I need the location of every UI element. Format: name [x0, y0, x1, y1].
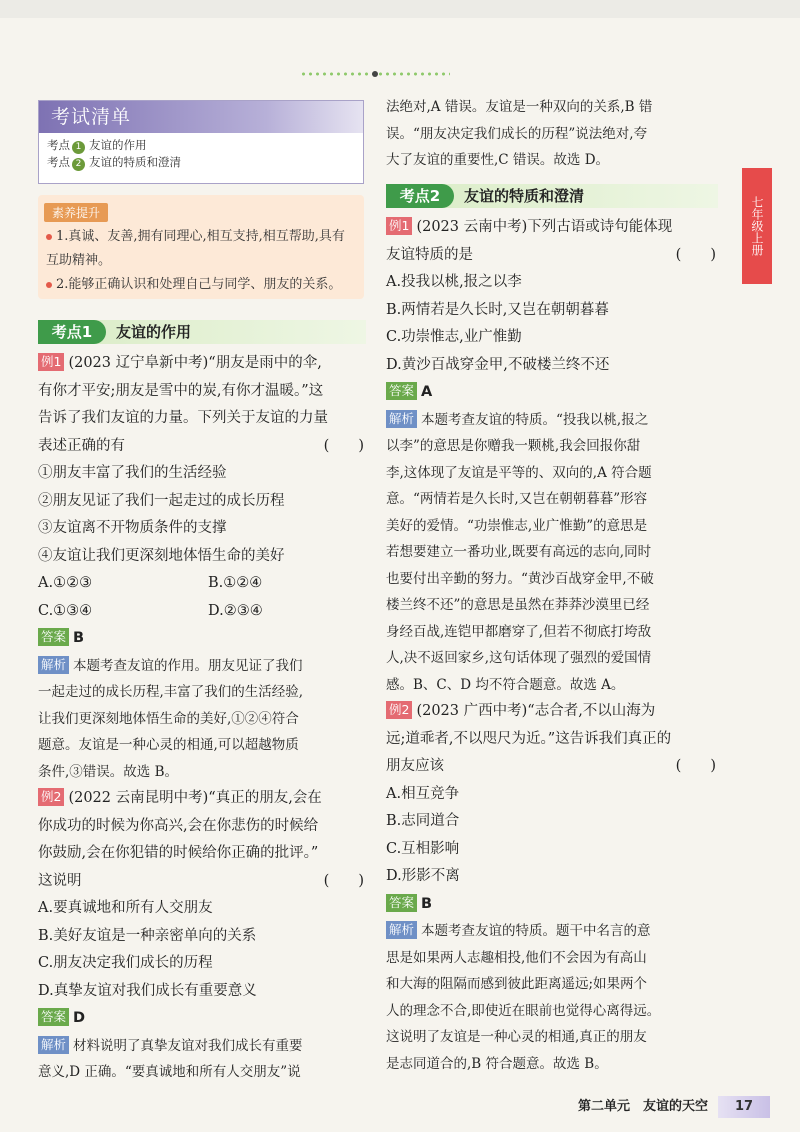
analysis-text: 以李”的意思是你赠我一颗桃,我会回报你甜: [386, 438, 641, 454]
analysis-tag: 解析: [386, 921, 417, 939]
analysis-text: 一起走过的成长历程,丰富了我们的生活经验,: [38, 684, 304, 700]
analysis-text: 也要付出辛勤的努力。“黄沙百战穿金甲,不破: [386, 570, 654, 587]
exam-list-box: [38, 100, 364, 184]
question-line: 有你才平安;朋友是雪中的炭,有你才温暖。”这: [38, 382, 324, 399]
option: B.①②④: [208, 575, 263, 591]
analysis: [38, 653, 366, 786]
analysis-text: 楼兰终不还”的意思是虽然在莽莽沙漠里已经: [386, 597, 650, 613]
kp1-title: 友谊的作用: [116, 323, 192, 341]
bullet-icon: [46, 234, 52, 240]
analysis: [386, 918, 718, 1077]
kp2-header: [386, 184, 718, 208]
kp2-title: 友谊的特质和澄清: [464, 187, 585, 205]
analysis-text: 材料说明了真挚友谊对我们成长有重要: [73, 1037, 303, 1054]
question-text: 友谊特质的是: [386, 246, 473, 263]
option: A.要真诚地和所有人交朋友: [38, 900, 213, 916]
option: D.黄沙百战穿金甲,不破楼兰终不还: [386, 356, 610, 373]
question-text: (2023 广西中考)“志合者,不以山海为: [416, 703, 656, 719]
answer-line: [386, 379, 718, 407]
analysis-text: 感。B、C、D 均不符合题意。故选 A。: [386, 676, 625, 693]
analysis-text: 思是如果两人志趣相投,他们不会因为有高山: [386, 949, 647, 966]
answer-line: [38, 625, 366, 653]
page-top-edge: [0, 0, 800, 18]
statement: ④友谊让我们更深刻地体悟生命的美好: [38, 547, 285, 564]
analysis-text: 本题考查友谊的特质。题干中名言的意: [421, 923, 651, 939]
grade-side-tab: 七年级上册: [742, 168, 772, 284]
page-number: 17: [718, 1096, 770, 1118]
exam-item-label: 考点: [47, 155, 70, 169]
literacy-point-1: [46, 225, 358, 249]
left-column: [38, 350, 366, 1086]
analysis-text: 人的理念不合,即使近在眼前也觉得心离得远。: [386, 1002, 661, 1019]
answer-line: [386, 891, 718, 919]
question-text: 朋友应该: [386, 758, 444, 774]
analysis-text: 意。“两情若是久长时,又岂在朝朝暮暮”形容: [386, 491, 648, 507]
analysis-text: 大了友谊的重要性,C 错误。故选 D。: [386, 152, 610, 168]
analysis-text: 题意。友谊是一种心灵的相通,可以超越物质: [38, 737, 299, 753]
exam-item-1: [39, 137, 363, 154]
exam-item-text: 友谊的作用: [89, 138, 147, 152]
literacy-text: 1.真诚、友善,拥有同理心,相互支持,相互帮助,具有: [56, 229, 345, 244]
literacy-point-1-cont: 互助精神。: [46, 253, 112, 268]
analysis-text: 误。“朋友决定我们成长的历程”说法绝对,夸: [386, 125, 648, 142]
question-line: [386, 214, 718, 242]
options-row: [38, 570, 366, 598]
literacy-point-2: [46, 273, 358, 297]
option: D.真挚友谊对我们成长有重要意义: [38, 982, 257, 999]
literacy-box: [38, 195, 364, 299]
question-line: [38, 350, 366, 378]
kp1-header: [38, 320, 366, 344]
bullet-icon: [46, 282, 52, 288]
answer-value: B: [421, 895, 433, 912]
answer-tag: 答案: [38, 628, 69, 646]
answer-blank: ( ): [323, 872, 364, 889]
question-text: (2022 云南昆明中考)“真正的朋友,会在: [68, 790, 322, 806]
example-tag: 例2: [38, 788, 64, 806]
answer-value: A: [421, 384, 433, 400]
option: D.②③④: [208, 602, 263, 619]
answer-blank: ( ): [323, 437, 364, 454]
question-line: 告诉了我们友谊的力量。下列关于友谊的力量: [38, 410, 328, 426]
question-text: (2023 辽宁阜新中考)“朋友是雨中的伞,: [68, 355, 322, 371]
option: C.功崇惟志,业广惟勤: [386, 329, 522, 345]
number-badge: 2: [72, 158, 85, 171]
question-text: 这说明: [38, 872, 82, 889]
literacy-text: 2.能够正确认识和处理自己与同学、朋友的关系。: [56, 277, 342, 292]
option: C.朋友决定我们成长的历程: [38, 955, 213, 971]
analysis: [386, 407, 718, 699]
example-tag: 例2: [386, 701, 412, 719]
number-badge: 1: [72, 141, 85, 154]
page-footer: [510, 1096, 770, 1118]
exam-list-title: 考试清单: [39, 101, 363, 133]
statement: ②朋友见证了我们一起走过的成长历程: [38, 492, 285, 509]
literacy-tag: 素养提升: [44, 203, 108, 222]
kp2-tag: 考点2: [386, 184, 454, 208]
example-tag: 例1: [38, 353, 64, 371]
analysis-text: 本题考查友谊的特质。“投我以桃,报之: [421, 411, 649, 428]
question-line: [38, 785, 366, 813]
analysis-text: 美好的爱情。“功崇惟志,业广惟勤”的意思是: [386, 517, 648, 534]
option: D.形影不离: [386, 868, 460, 884]
option: B.志同道合: [386, 813, 460, 829]
options-row: [38, 598, 366, 626]
question-line: [386, 242, 718, 270]
analysis-tag: 解析: [38, 1036, 69, 1054]
analysis-text: 和大海的阻隔而感到彼此距离遥远;如果两个: [386, 976, 648, 992]
exam-item-2: [39, 154, 363, 171]
answer-blank: ( ): [675, 758, 716, 774]
option: C.互相影响: [386, 840, 460, 857]
analysis-text: 这说明了友谊是一种心灵的相通,真正的朋友: [386, 1029, 647, 1045]
analysis-text: 法绝对,A 错误。友谊是一种双向的关系,B 错: [386, 99, 653, 115]
question-line: [38, 433, 366, 461]
question-line: 远;道乖者,不以咫尺为近。”这告诉我们真正的: [386, 730, 672, 747]
statement: ①朋友丰富了我们的生活经验: [38, 465, 227, 481]
question-text: (2023 云南中考)下列古语或诗句能体现: [416, 219, 673, 235]
answer-value: B: [73, 630, 85, 646]
question-line: [386, 698, 718, 726]
analysis-text: 李,这体现了友谊是平等的、双向的,A 符合题: [386, 464, 652, 481]
analysis-text: 让我们更深刻地体悟生命的美好,①②④符合: [38, 710, 299, 727]
analysis-text: 人,决不返回家乡,这句话体现了强烈的爱国情: [386, 650, 652, 666]
right-column: [386, 214, 718, 1077]
question-line: 你鼓励,会在你犯错的时候给你正确的批评。”: [38, 845, 319, 861]
analysis-text: 条件,③错误。故选 B。: [38, 763, 179, 780]
option: A.相互竞争: [386, 785, 460, 802]
statement: ③友谊离不开物质条件的支撑: [38, 520, 227, 536]
option: A.投我以桃,报之以李: [386, 274, 522, 290]
question-line: [38, 868, 366, 896]
exam-item-label: 考点: [47, 138, 70, 152]
answer-tag: 答案: [386, 894, 417, 912]
answer-value: D: [73, 1010, 86, 1026]
analysis-tag: 解析: [38, 656, 69, 674]
example-tag: 例1: [386, 217, 412, 235]
option: C.①③④: [38, 602, 93, 619]
answer-tag: 答案: [386, 382, 417, 400]
analysis-text: 是志同道合的,B 符合题意。故选 B。: [386, 1055, 608, 1072]
question-text: 表述正确的有: [38, 437, 125, 454]
answer-blank: ( ): [675, 246, 716, 263]
option: B.两情若是久长时,又岂在朝朝暮暮: [386, 301, 609, 318]
answer-line: [38, 1005, 366, 1033]
analysis: [38, 1033, 366, 1086]
analysis-text: 若想要建立一番功业,既要有高远的志向,同时: [386, 544, 652, 560]
analysis-text: 意义,D 正确。“要真诚地和所有人交朋友”说: [38, 1064, 301, 1080]
analysis-tag: 解析: [386, 410, 417, 428]
question-line: [386, 753, 718, 781]
decorative-dots: [300, 70, 450, 78]
answer-tag: 答案: [38, 1008, 69, 1026]
kp1-tag: 考点1: [38, 320, 106, 344]
footer-unit-title: 第二单元 友谊的天空: [577, 1099, 708, 1114]
analysis-text: 身经百战,连铠甲都磨穿了,但若不彻底打垮敌: [386, 623, 652, 640]
analysis-text: 本题考查友谊的作用。朋友见证了我们: [73, 657, 303, 674]
exam-item-text: 友谊的特质和澄清: [89, 155, 181, 169]
question-line: 你成功的时候为你高兴,会在你悲伤的时候给: [38, 817, 319, 834]
option: A.①②③: [38, 575, 93, 591]
option: B.美好友谊是一种亲密单向的关系: [38, 927, 257, 944]
right-column-top: [386, 94, 720, 174]
